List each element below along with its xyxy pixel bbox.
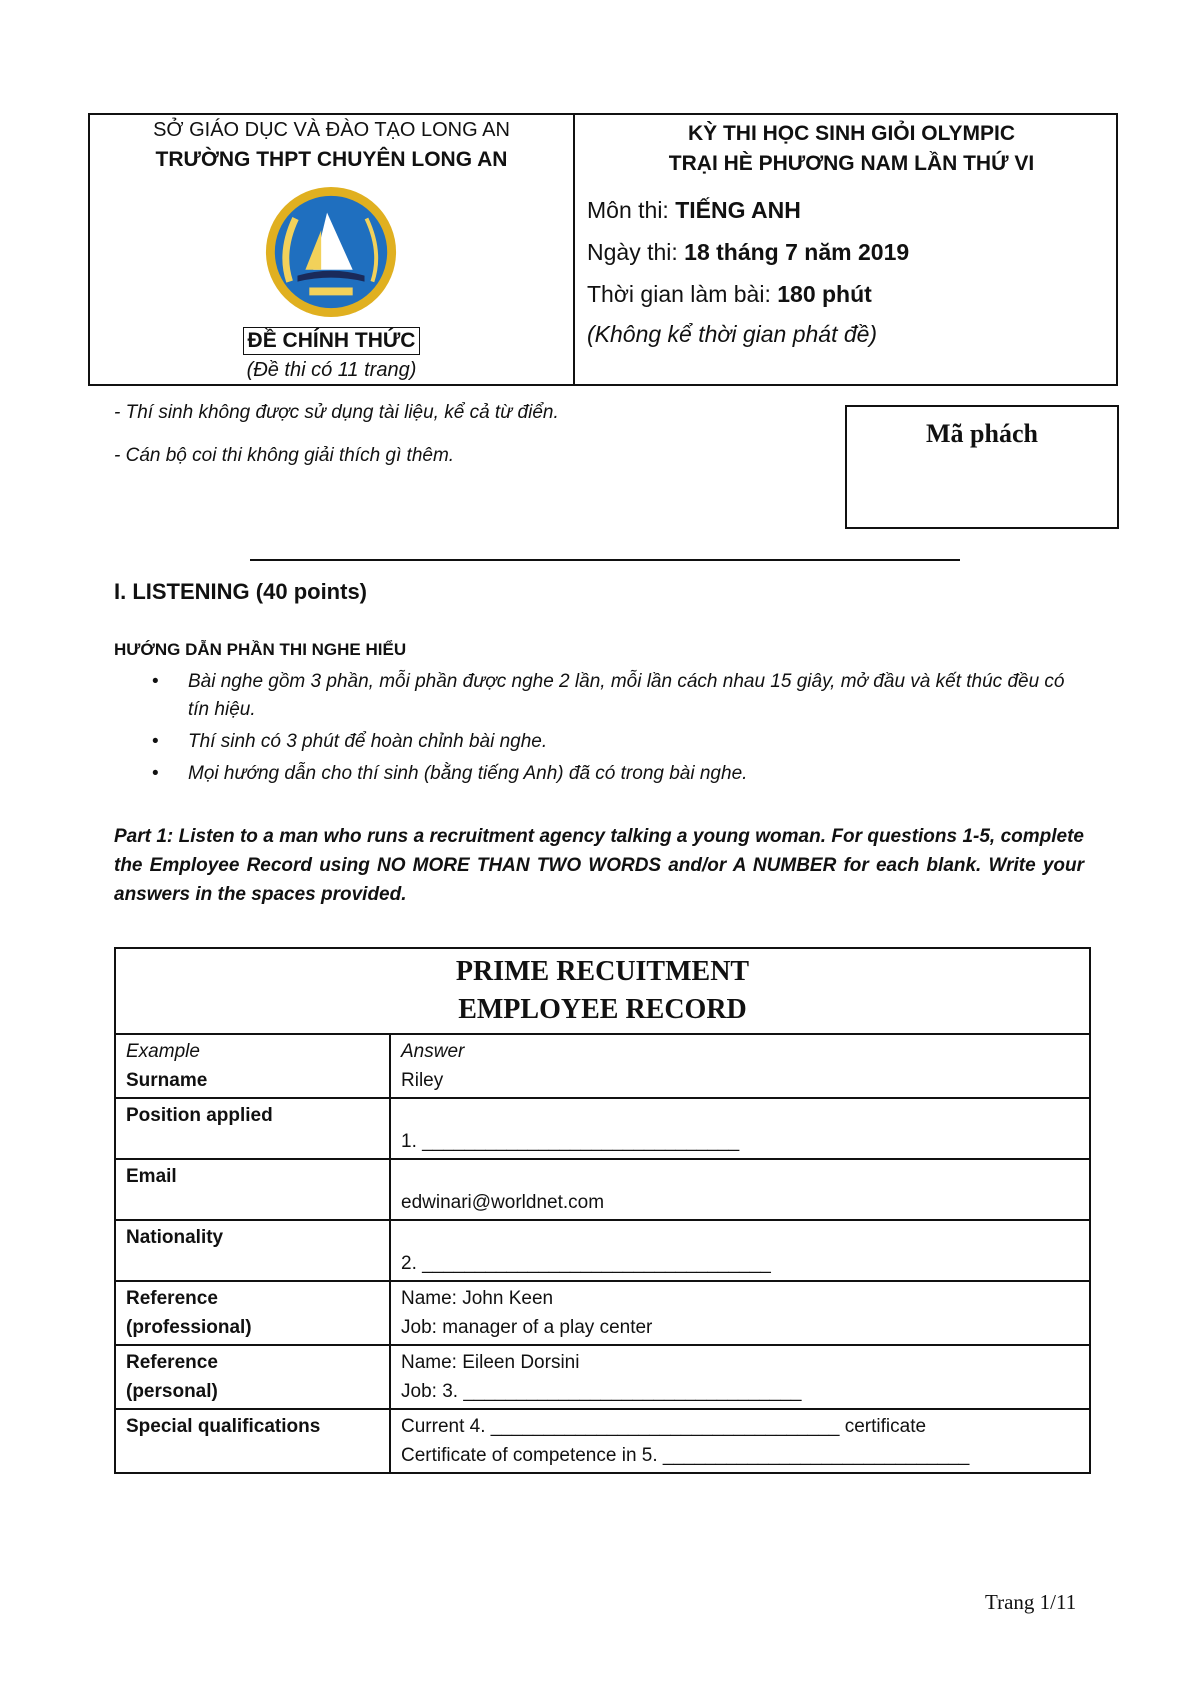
answer-label: Answer [401,1041,465,1062]
header-left-cell [90,115,575,384]
table-row [115,1034,1090,1098]
answer-blank-4[interactable]: Current 4. _________________________________ certificate [401,1416,927,1437]
answer-blank-3[interactable]: Job: 3. ________________________________ [401,1381,802,1402]
subject-label: Môn thi: [587,197,676,223]
record-title-1: PRIME RECUITMENT [455,956,750,987]
official-label: ĐỀ CHÍNH THỨC [243,327,421,355]
ref-professional-label-1: Reference [126,1288,218,1309]
exam-header-box [88,113,1118,386]
nationality-cell [390,1220,1090,1281]
ref-professional-label [115,1281,390,1345]
code-box-label: Mã phách [926,419,1038,448]
instruction-item: • Mọi hướng dẫn cho thí sinh (bằng tiếng Anh) đã có trong bài nghe. [150,760,1090,788]
department-name: SỞ GIÁO DỤC VÀ ĐÀO TẠO LONG AN [153,119,510,141]
ref-professional-job: Job: manager of a play center [401,1317,653,1338]
ref-professional-cell [390,1281,1090,1345]
surname-value: Riley [401,1070,444,1091]
answer-blank-2[interactable]: 2. _________________________________ [401,1253,771,1274]
record-title-cell [115,948,1090,1034]
email-label: Email [115,1159,390,1220]
ref-personal-label-2: (personal) [126,1381,218,1402]
table-row [115,1159,1090,1220]
example-cell [115,1034,390,1098]
date-value: 18 tháng 7 năm 2019 [684,239,910,265]
table-row [115,948,1090,1034]
nationality-label: Nationality [115,1220,390,1281]
page-number: Trang 1/11 [985,1590,1077,1614]
date-label: Ngày thi: [587,239,685,265]
answer-blank-5[interactable]: Certificate of competence in 5. _____________________________ [401,1445,970,1466]
exam-title-line-2: TRẠI HÈ PHƯƠNG NAM LẦN THỨ VI [668,152,1035,175]
instruction-item: • Thí sinh có 3 phút để hoàn chỉnh bài nghe. [150,728,1090,756]
official-label-wrap [90,327,573,355]
answer-blank-1[interactable]: 1. ______________________________ [401,1131,740,1152]
ref-personal-name: Name: Eileen Dorsini [401,1352,580,1373]
divider-line [250,559,960,561]
answer-cell [390,1034,1090,1098]
logo-banner [309,287,352,295]
instruction-item: • Bài nghe gồm 3 phần, mỗi phần được nghe 2 lần, mỗi lần cách nhau 15 giây, mở đầu và kết thúc đều có tín hiệu. [150,668,1090,724]
special-qualifications-cell [390,1409,1090,1473]
special-qualifications-label: Special qualifications [115,1409,390,1473]
subject-line [587,195,1116,225]
date-line [587,237,1116,267]
page-count-note: (Đề thi có 11 trang) [246,359,417,381]
ref-personal-label-1: Reference [126,1352,218,1373]
subject-value: TIẾNG ANH [675,197,801,223]
employee-record-table [114,947,1091,1474]
rule-item: - Cán bộ coi thi không giải thích gì thêm. [114,445,455,466]
rule-item: - Thí sinh không được sử dụng tài liệu, kể cả từ điển. [114,402,559,423]
ref-professional-label-2: (professional) [126,1317,252,1338]
example-label: Example [126,1041,200,1062]
instructions-title: HƯỚNG DẪN PHẦN THI NGHE HIỂU [114,640,407,659]
email-cell [390,1159,1090,1220]
table-row [115,1281,1090,1345]
header-right-cell [575,115,1116,384]
record-title-2: EMPLOYEE RECORD [458,994,747,1025]
table-row [115,1345,1090,1409]
time-label: Thời gian làm bài: [587,281,778,307]
part1-instructions: Part 1: Listen to a man who runs a recruitment agency talking a young woman. For questions 1-5, complete the Employee Record using NO MORE THAN TWO WORDS and/or A NUMBER for each blank. Write your answers in the spaces provided. [114,826,1084,905]
position-cell [390,1098,1090,1159]
school-logo [262,183,400,321]
school-name: TRƯỜNG THPT CHUYÊN LONG AN [155,148,508,171]
ref-professional-name: Name: John Keen [401,1288,554,1309]
exam-rules [114,402,559,488]
table-row [115,1409,1090,1473]
ref-personal-cell [390,1345,1090,1409]
surname-label: Surname [126,1070,208,1091]
table-row [115,1098,1090,1159]
ref-personal-label [115,1345,390,1409]
table-row [115,1220,1090,1281]
candidate-code-box [845,405,1119,529]
section-title: I. LISTENING (40 points) [114,579,368,604]
time-note: (Không kể thời gian phát đề) [587,321,878,347]
email-value: edwinari@worldnet.com [401,1192,605,1213]
exam-title-line-1: KỲ THI HỌC SINH GIỎI OLYMPIC [687,122,1016,145]
position-label: Position applied [115,1098,390,1159]
instructions-list [150,668,1090,792]
time-line [587,279,1116,309]
time-value: 180 phút [777,281,872,307]
